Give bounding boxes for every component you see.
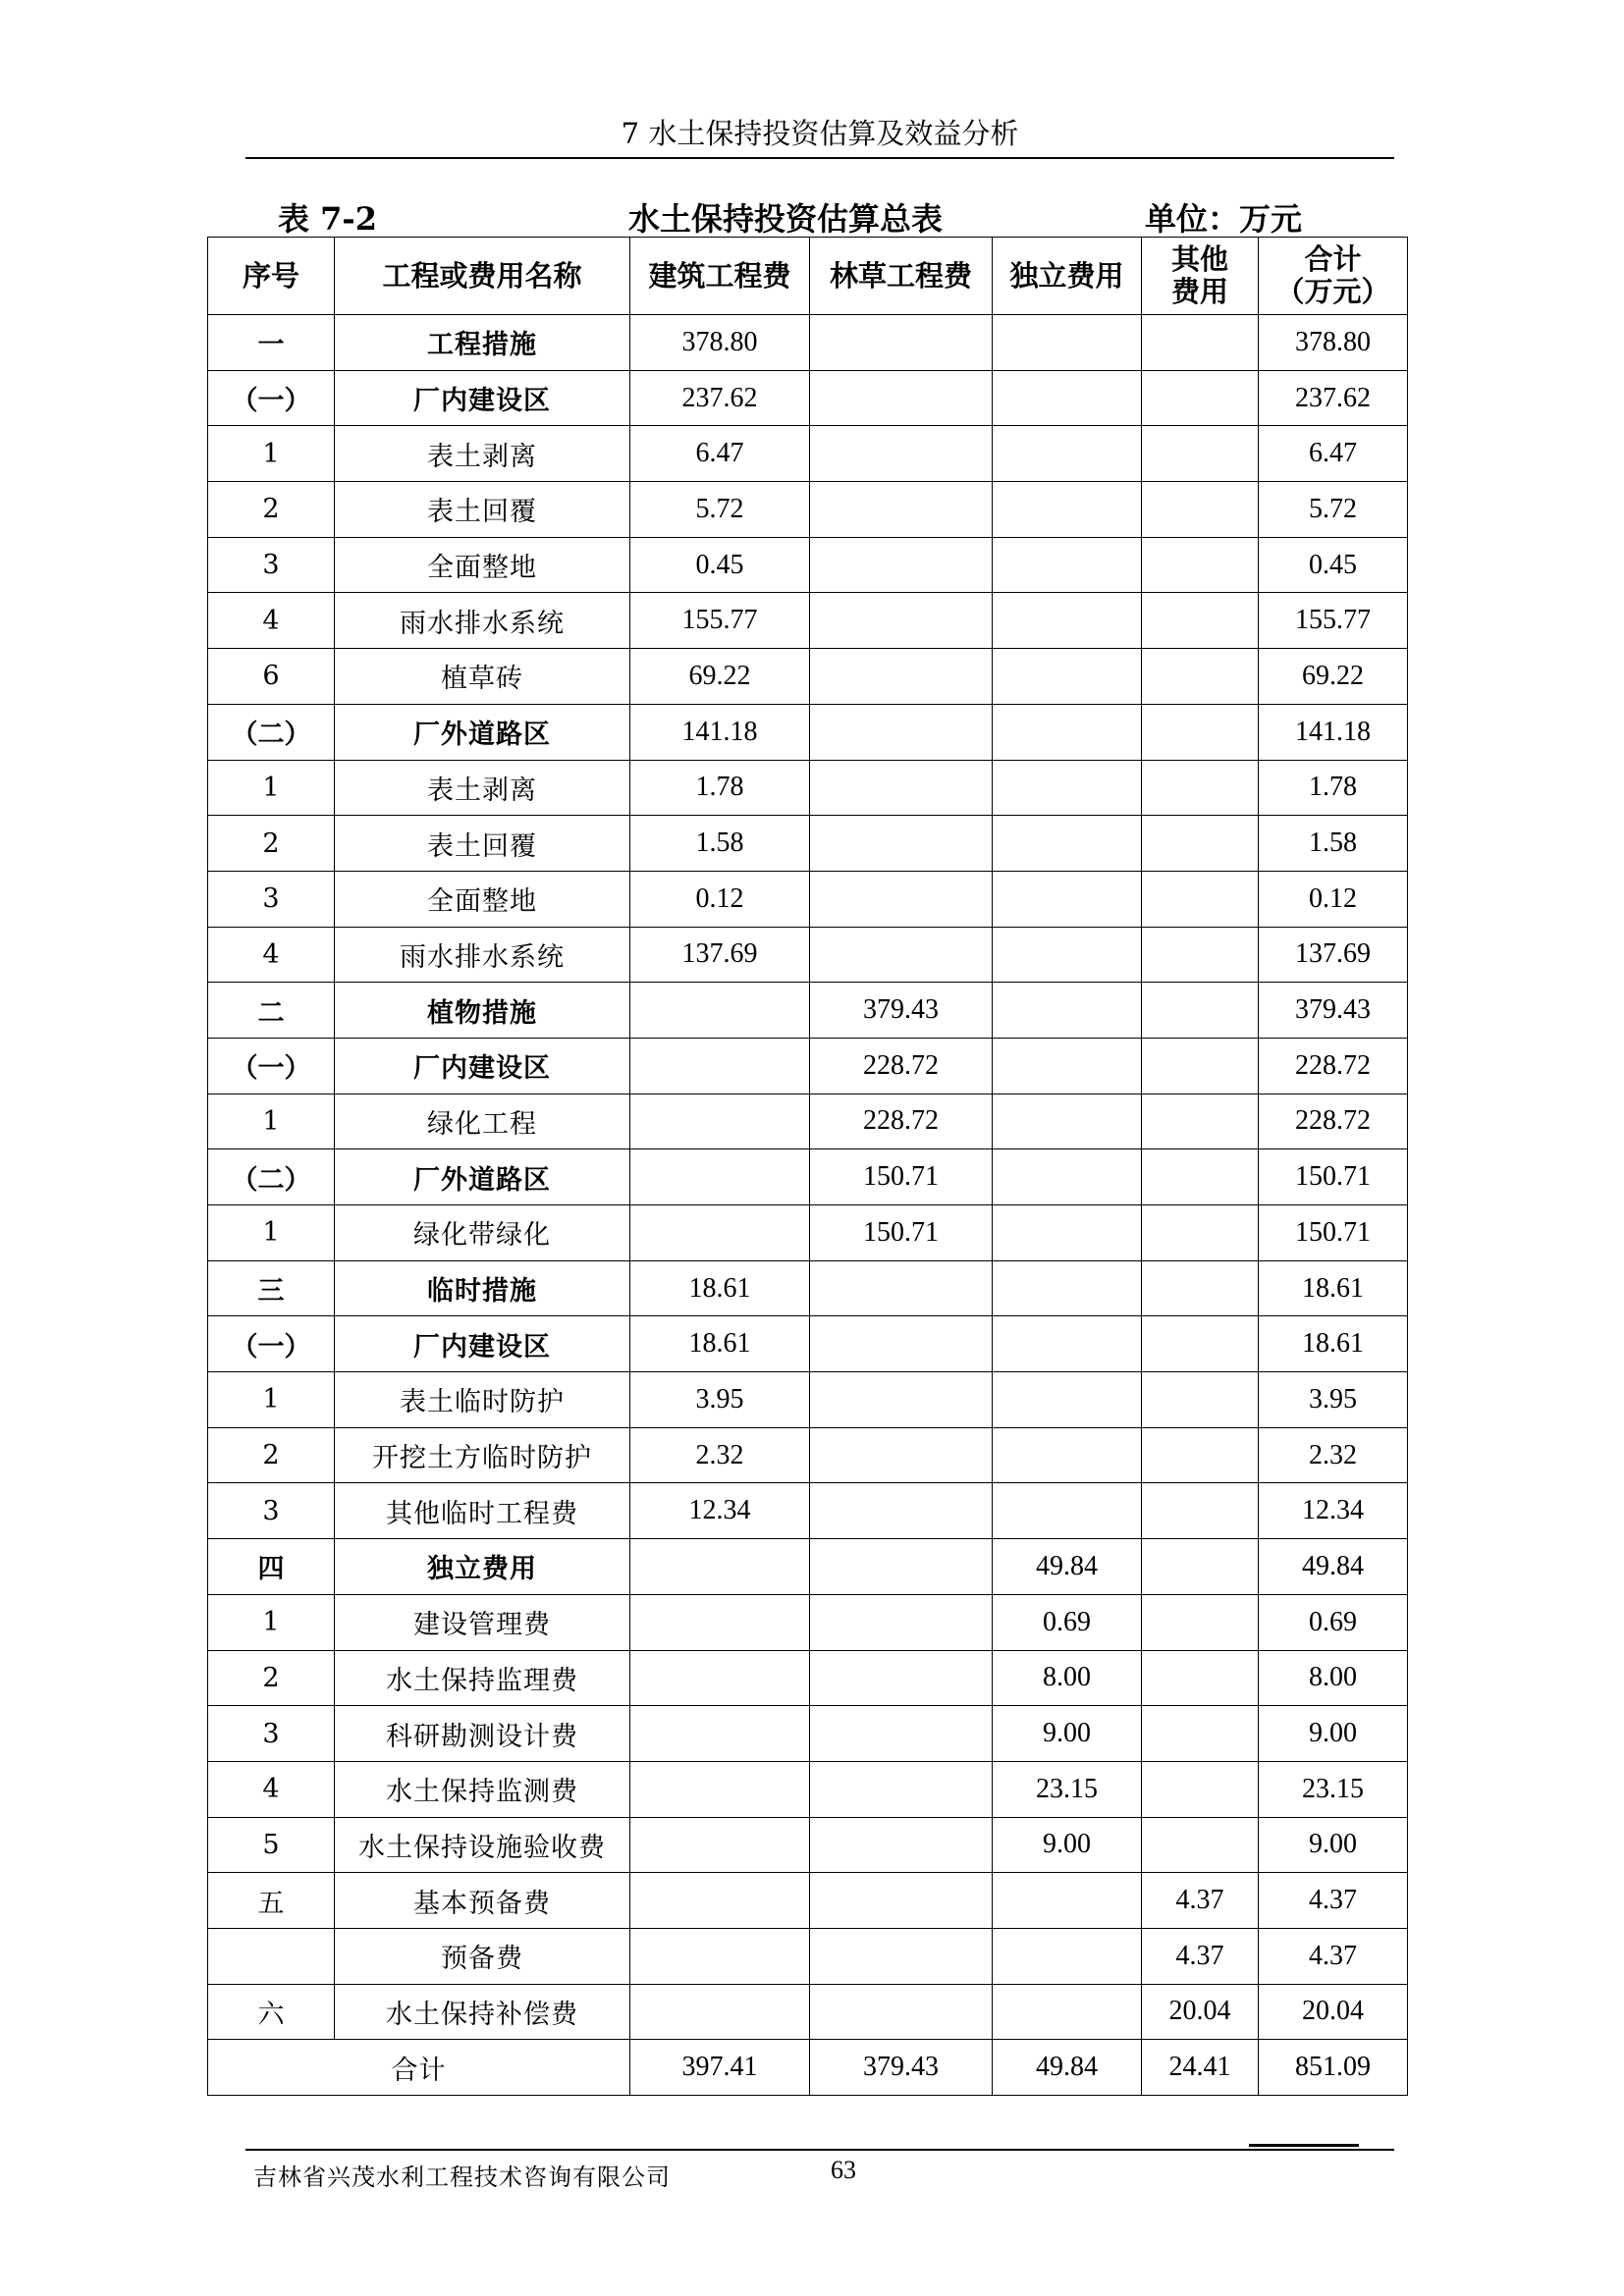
cell-build bbox=[630, 1817, 810, 1873]
cell-build: 2.32 bbox=[630, 1427, 810, 1483]
cell-build bbox=[630, 1038, 810, 1094]
cell-forest bbox=[810, 1427, 993, 1483]
cell-forest bbox=[810, 1260, 993, 1316]
table-unit: 单位：万元 bbox=[1145, 200, 1303, 238]
cell-name: 水土保持监测费 bbox=[335, 1761, 630, 1817]
cell-indep bbox=[993, 370, 1142, 426]
cell-forest bbox=[810, 1873, 993, 1929]
cell-other bbox=[1142, 1427, 1259, 1483]
cell-seq: 4 bbox=[208, 927, 335, 983]
cell-indep bbox=[993, 1873, 1142, 1929]
cell-name: 开挖土方临时防护 bbox=[335, 1427, 630, 1483]
cell-name: 绿化带绿化 bbox=[335, 1205, 630, 1261]
cell-total: 9.00 bbox=[1259, 1817, 1408, 1873]
cell-build: 18.61 bbox=[630, 1316, 810, 1372]
cell-name: 表土回覆 bbox=[335, 482, 630, 538]
cell-forest bbox=[810, 482, 993, 538]
cell-seq: 3 bbox=[208, 871, 335, 927]
cell-name: 科研勘测设计费 bbox=[335, 1706, 630, 1762]
table-row bbox=[208, 1928, 1408, 1984]
cell-build bbox=[630, 983, 810, 1039]
cell-other bbox=[1142, 1706, 1259, 1762]
cell-build: 378.80 bbox=[630, 315, 810, 371]
table-row bbox=[208, 1149, 1408, 1205]
cell-seq: 2 bbox=[208, 1650, 335, 1706]
cell-forest bbox=[810, 1761, 993, 1817]
cell-build bbox=[630, 1706, 810, 1762]
cell-seq: 1 bbox=[208, 1594, 335, 1650]
table-row bbox=[208, 1094, 1408, 1149]
cell-name: 水土保持补偿费 bbox=[335, 1984, 630, 2040]
cell-total: 6.47 bbox=[1259, 426, 1408, 482]
cell-other bbox=[1142, 927, 1259, 983]
cell-total: 9.00 bbox=[1259, 1706, 1408, 1762]
cell-name: 植物措施 bbox=[335, 983, 630, 1039]
cell-build: 0.12 bbox=[630, 871, 810, 927]
table-row bbox=[208, 1817, 1408, 1873]
cell-seq: 2 bbox=[208, 816, 335, 872]
total-other: 24.41 bbox=[1142, 2040, 1259, 2096]
cell-name: 建设管理费 bbox=[335, 1594, 630, 1650]
table-row bbox=[208, 983, 1408, 1039]
cell-build bbox=[630, 1650, 810, 1706]
col-header-forest: 林草工程费 bbox=[810, 238, 993, 315]
cell-build: 137.69 bbox=[630, 927, 810, 983]
cell-seq: 5 bbox=[208, 1817, 335, 1873]
table-row bbox=[208, 1984, 1408, 2040]
cell-total: 5.72 bbox=[1259, 482, 1408, 538]
cell-seq: 3 bbox=[208, 537, 335, 593]
cell-build: 141.18 bbox=[630, 704, 810, 760]
cell-indep bbox=[993, 1149, 1142, 1205]
cell-seq: 1 bbox=[208, 1094, 335, 1149]
cell-seq: （二） bbox=[208, 1149, 335, 1205]
cell-name: 工程措施 bbox=[335, 315, 630, 371]
cell-other: 4.37 bbox=[1142, 1928, 1259, 1984]
cell-total: 23.15 bbox=[1259, 1761, 1408, 1817]
cell-indep bbox=[993, 649, 1142, 705]
cell-build bbox=[630, 1928, 810, 1984]
col-header-name: 工程或费用名称 bbox=[335, 238, 630, 315]
cell-forest bbox=[810, 649, 993, 705]
table-row bbox=[208, 370, 1408, 426]
cell-indep bbox=[993, 1427, 1142, 1483]
cell-other bbox=[1142, 1539, 1259, 1595]
cell-indep: 9.00 bbox=[993, 1706, 1142, 1762]
cell-total: 150.71 bbox=[1259, 1205, 1408, 1261]
table-row bbox=[208, 816, 1408, 872]
cell-seq: 4 bbox=[208, 593, 335, 649]
cell-forest bbox=[810, 315, 993, 371]
footer-company: 吉林省兴茂水利工程技术咨询有限公司 bbox=[253, 2163, 671, 2191]
table-row bbox=[208, 704, 1408, 760]
cell-total: 379.43 bbox=[1259, 983, 1408, 1039]
cell-other bbox=[1142, 1594, 1259, 1650]
footer-accent-line bbox=[1249, 2144, 1359, 2147]
cell-build: 3.95 bbox=[630, 1372, 810, 1428]
cell-indep bbox=[993, 482, 1142, 538]
cell-other bbox=[1142, 1260, 1259, 1316]
cell-forest: 228.72 bbox=[810, 1038, 993, 1094]
cell-name: 预备费 bbox=[335, 1928, 630, 1984]
cell-name: 临时措施 bbox=[335, 1260, 630, 1316]
cell-total: 137.69 bbox=[1259, 927, 1408, 983]
cell-total: 4.37 bbox=[1259, 1928, 1408, 1984]
cell-total: 49.84 bbox=[1259, 1539, 1408, 1595]
cell-indep: 23.15 bbox=[993, 1761, 1142, 1817]
cell-other bbox=[1142, 370, 1259, 426]
cell-total: 2.32 bbox=[1259, 1427, 1408, 1483]
cell-forest bbox=[810, 1539, 993, 1595]
table-row bbox=[208, 1038, 1408, 1094]
cell-other bbox=[1142, 1094, 1259, 1149]
cell-seq: 1 bbox=[208, 426, 335, 482]
cell-other bbox=[1142, 871, 1259, 927]
cell-build bbox=[630, 1094, 810, 1149]
cell-other bbox=[1142, 1205, 1259, 1261]
cell-indep bbox=[993, 315, 1142, 371]
cell-name: 水土保持监理费 bbox=[335, 1650, 630, 1706]
cell-build: 12.34 bbox=[630, 1483, 810, 1539]
cell-other bbox=[1142, 983, 1259, 1039]
cell-other bbox=[1142, 1149, 1259, 1205]
cell-seq: （一） bbox=[208, 1316, 335, 1372]
cell-other bbox=[1142, 593, 1259, 649]
table-row bbox=[208, 1205, 1408, 1261]
cell-seq: 2 bbox=[208, 482, 335, 538]
cell-total: 4.37 bbox=[1259, 1873, 1408, 1929]
cell-forest bbox=[810, 1372, 993, 1428]
table-row bbox=[208, 1260, 1408, 1316]
total-total: 851.09 bbox=[1259, 2040, 1408, 2096]
col-header-total: 合计 （万元） bbox=[1259, 238, 1408, 315]
cell-seq: 1 bbox=[208, 760, 335, 816]
cell-indep bbox=[993, 1316, 1142, 1372]
table-header-row bbox=[208, 238, 1408, 315]
cell-build bbox=[630, 1761, 810, 1817]
cell-forest bbox=[810, 927, 993, 983]
cell-indep bbox=[993, 927, 1142, 983]
footer-divider bbox=[245, 2149, 1394, 2151]
cell-indep bbox=[993, 593, 1142, 649]
cell-other bbox=[1142, 760, 1259, 816]
cell-total: 150.71 bbox=[1259, 1149, 1408, 1205]
cell-indep bbox=[993, 1205, 1142, 1261]
cell-seq: 一 bbox=[208, 315, 335, 371]
cell-total: 8.00 bbox=[1259, 1650, 1408, 1706]
cell-total: 69.22 bbox=[1259, 649, 1408, 705]
cell-seq: 6 bbox=[208, 649, 335, 705]
cell-build: 0.45 bbox=[630, 537, 810, 593]
cell-forest bbox=[810, 1650, 993, 1706]
cell-forest bbox=[810, 816, 993, 872]
cell-indep bbox=[993, 816, 1142, 872]
table-row bbox=[208, 1594, 1408, 1650]
cell-name: 表土临时防护 bbox=[335, 1372, 630, 1428]
cell-indep bbox=[993, 1094, 1142, 1149]
cell-seq: 2 bbox=[208, 1427, 335, 1483]
cell-indep bbox=[993, 426, 1142, 482]
table-row bbox=[208, 315, 1408, 371]
cell-seq: （一） bbox=[208, 370, 335, 426]
cell-name: 雨水排水系统 bbox=[335, 927, 630, 983]
col-header-indep: 独立费用 bbox=[993, 238, 1142, 315]
cell-total: 155.77 bbox=[1259, 593, 1408, 649]
cell-forest bbox=[810, 1316, 993, 1372]
cell-build: 1.78 bbox=[630, 760, 810, 816]
cell-name: 雨水排水系统 bbox=[335, 593, 630, 649]
cell-seq: 五 bbox=[208, 1873, 335, 1929]
cell-indep bbox=[993, 760, 1142, 816]
cell-other bbox=[1142, 704, 1259, 760]
cell-forest bbox=[810, 1706, 993, 1762]
table-row bbox=[208, 649, 1408, 705]
cell-name: 厂内建设区 bbox=[335, 1316, 630, 1372]
cell-forest bbox=[810, 1483, 993, 1539]
cell-forest: 150.71 bbox=[810, 1149, 993, 1205]
cell-build: 155.77 bbox=[630, 593, 810, 649]
cell-build bbox=[630, 1149, 810, 1205]
cell-indep bbox=[993, 1984, 1142, 2040]
cell-indep bbox=[993, 1260, 1142, 1316]
cell-name: 厂内建设区 bbox=[335, 370, 630, 426]
cell-name: 表土剥离 bbox=[335, 426, 630, 482]
cell-other: 20.04 bbox=[1142, 1984, 1259, 2040]
cell-indep bbox=[993, 1372, 1142, 1428]
cell-build: 1.58 bbox=[630, 816, 810, 872]
budget-table bbox=[207, 237, 1408, 2096]
cell-seq: 三 bbox=[208, 1260, 335, 1316]
cell-indep: 9.00 bbox=[993, 1817, 1142, 1873]
page-header: 7 水土保持投资估算及效益分析 bbox=[245, 110, 1394, 159]
cell-build bbox=[630, 1984, 810, 2040]
col-header-build: 建筑工程费 bbox=[630, 238, 810, 315]
col-header-other: 其他 费用 bbox=[1142, 238, 1259, 315]
cell-name: 厂外道路区 bbox=[335, 1149, 630, 1205]
cell-build bbox=[630, 1594, 810, 1650]
cell-total: 1.58 bbox=[1259, 816, 1408, 872]
cell-total: 237.62 bbox=[1259, 370, 1408, 426]
cell-build bbox=[630, 1873, 810, 1929]
cell-build: 237.62 bbox=[630, 370, 810, 426]
cell-total: 1.78 bbox=[1259, 760, 1408, 816]
table-row bbox=[208, 1316, 1408, 1372]
table-body bbox=[208, 315, 1408, 2096]
table-row bbox=[208, 871, 1408, 927]
cell-forest: 379.43 bbox=[810, 983, 993, 1039]
cell-total: 228.72 bbox=[1259, 1094, 1408, 1149]
table-row bbox=[208, 760, 1408, 816]
table-row bbox=[208, 1427, 1408, 1483]
cell-seq: 1 bbox=[208, 1372, 335, 1428]
table-row bbox=[208, 537, 1408, 593]
cell-other bbox=[1142, 426, 1259, 482]
table-caption bbox=[278, 194, 1319, 238]
cell-forest bbox=[810, 871, 993, 927]
cell-other bbox=[1142, 649, 1259, 705]
table-row bbox=[208, 482, 1408, 538]
cell-seq: 3 bbox=[208, 1706, 335, 1762]
cell-name: 植草砖 bbox=[335, 649, 630, 705]
table-row bbox=[208, 1483, 1408, 1539]
cell-indep bbox=[993, 537, 1142, 593]
table-row bbox=[208, 593, 1408, 649]
cell-forest: 150.71 bbox=[810, 1205, 993, 1261]
cell-total: 228.72 bbox=[1259, 1038, 1408, 1094]
cell-name: 基本预备费 bbox=[335, 1873, 630, 1929]
cell-total: 0.12 bbox=[1259, 871, 1408, 927]
cell-forest bbox=[810, 1817, 993, 1873]
cell-total: 18.61 bbox=[1259, 1316, 1408, 1372]
cell-indep: 0.69 bbox=[993, 1594, 1142, 1650]
cell-build: 18.61 bbox=[630, 1260, 810, 1316]
cell-forest bbox=[810, 1984, 993, 2040]
cell-seq: 二 bbox=[208, 983, 335, 1039]
cell-seq: 4 bbox=[208, 1761, 335, 1817]
cell-build bbox=[630, 1205, 810, 1261]
cell-indep bbox=[993, 704, 1142, 760]
cell-forest bbox=[810, 370, 993, 426]
cell-forest: 228.72 bbox=[810, 1094, 993, 1149]
cell-name: 水土保持设施验收费 bbox=[335, 1817, 630, 1873]
cell-other bbox=[1142, 1483, 1259, 1539]
cell-name: 表土回覆 bbox=[335, 816, 630, 872]
cell-seq: 四 bbox=[208, 1539, 335, 1595]
cell-indep bbox=[993, 1038, 1142, 1094]
cell-other bbox=[1142, 482, 1259, 538]
cell-name: 全面整地 bbox=[335, 537, 630, 593]
cell-seq: 六 bbox=[208, 1984, 335, 2040]
cell-other bbox=[1142, 1761, 1259, 1817]
cell-forest bbox=[810, 704, 993, 760]
cell-total: 18.61 bbox=[1259, 1260, 1408, 1316]
col-header-seq: 序号 bbox=[208, 238, 335, 315]
cell-indep bbox=[993, 871, 1142, 927]
cell-forest bbox=[810, 593, 993, 649]
table-row bbox=[208, 1539, 1408, 1595]
table-row bbox=[208, 1706, 1408, 1762]
cell-name: 独立费用 bbox=[335, 1539, 630, 1595]
cell-indep: 49.84 bbox=[993, 1539, 1142, 1595]
total-forest: 379.43 bbox=[810, 2040, 993, 2096]
table-row bbox=[208, 1372, 1408, 1428]
cell-total: 0.69 bbox=[1259, 1594, 1408, 1650]
cell-total: 3.95 bbox=[1259, 1372, 1408, 1428]
cell-forest bbox=[810, 760, 993, 816]
cell-total: 12.34 bbox=[1259, 1483, 1408, 1539]
cell-build: 5.72 bbox=[630, 482, 810, 538]
cell-total: 20.04 bbox=[1259, 1984, 1408, 2040]
cell-forest bbox=[810, 426, 993, 482]
total-indep: 49.84 bbox=[993, 2040, 1142, 2096]
table-row bbox=[208, 1873, 1408, 1929]
table-row bbox=[208, 426, 1408, 482]
cell-build: 69.22 bbox=[630, 649, 810, 705]
cell-other bbox=[1142, 1372, 1259, 1428]
cell-indep: 8.00 bbox=[993, 1650, 1142, 1706]
cell-name: 厂内建设区 bbox=[335, 1038, 630, 1094]
table-row bbox=[208, 1761, 1408, 1817]
cell-build: 6.47 bbox=[630, 426, 810, 482]
cell-other bbox=[1142, 537, 1259, 593]
cell-other bbox=[1142, 816, 1259, 872]
cell-build bbox=[630, 1539, 810, 1595]
cell-other bbox=[1142, 1817, 1259, 1873]
total-label: 合计 bbox=[208, 2040, 630, 2096]
cell-name: 表土剥离 bbox=[335, 760, 630, 816]
cell-seq bbox=[208, 1928, 335, 1984]
cell-seq: （一） bbox=[208, 1038, 335, 1094]
table-total-row bbox=[208, 2040, 1408, 2096]
cell-total: 0.45 bbox=[1259, 537, 1408, 593]
cell-name: 全面整地 bbox=[335, 871, 630, 927]
cell-other bbox=[1142, 315, 1259, 371]
cell-forest bbox=[810, 1928, 993, 1984]
table-title: 水土保持投资估算总表 bbox=[628, 200, 944, 238]
cell-other bbox=[1142, 1316, 1259, 1372]
cell-other: 4.37 bbox=[1142, 1873, 1259, 1929]
cell-forest bbox=[810, 537, 993, 593]
cell-total: 378.80 bbox=[1259, 315, 1408, 371]
cell-indep bbox=[993, 1483, 1142, 1539]
cell-seq: 3 bbox=[208, 1483, 335, 1539]
cell-forest bbox=[810, 1594, 993, 1650]
cell-indep bbox=[993, 983, 1142, 1039]
cell-seq: （二） bbox=[208, 704, 335, 760]
cell-other bbox=[1142, 1038, 1259, 1094]
cell-indep bbox=[993, 1928, 1142, 1984]
table-row bbox=[208, 1650, 1408, 1706]
table-row bbox=[208, 927, 1408, 983]
cell-seq: 1 bbox=[208, 1205, 335, 1261]
cell-name: 厂外道路区 bbox=[335, 704, 630, 760]
cell-total: 141.18 bbox=[1259, 704, 1408, 760]
cell-name: 绿化工程 bbox=[335, 1094, 630, 1149]
cell-other bbox=[1142, 1650, 1259, 1706]
cell-name: 其他临时工程费 bbox=[335, 1483, 630, 1539]
page-number: 63 bbox=[831, 2156, 856, 2184]
table-number: 表 7-2 bbox=[278, 200, 377, 238]
total-build: 397.41 bbox=[630, 2040, 810, 2096]
